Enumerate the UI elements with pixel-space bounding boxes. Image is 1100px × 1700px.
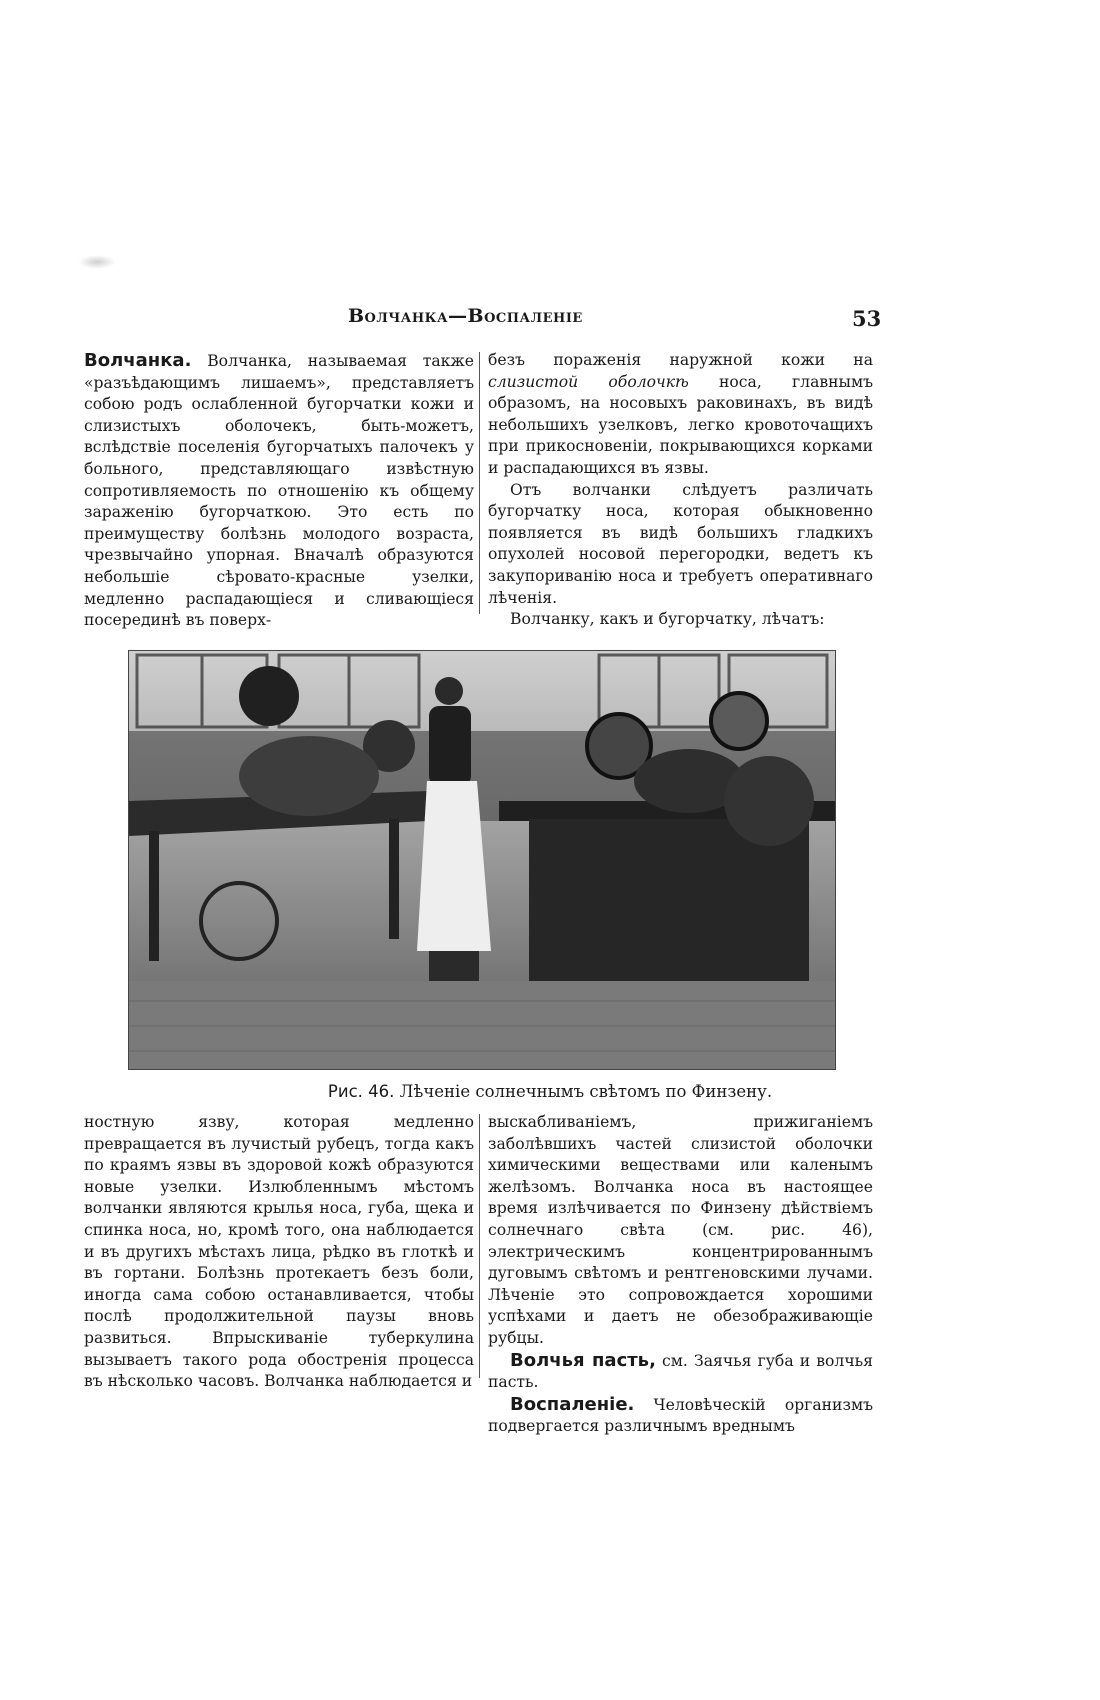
volchanka-text-top-left: Волчанка, называемая также «разъѣдающимъ лишаемъ», представляетъ собою родъ ослабленной бугорчатки кожи и слизистыхъ оболочекъ, быть-можетъ, вслѣдствіе поселенія бугорчатыхъ палочекъ у больного, представляющаго извѣстную сопротивляемость по отношенію къ общему зараженію бугорчаткою. Это есть по преимуществу болѣзнь молодого возраста, чрезвычайно упорная. Вначалѣ образуются небольшіе сѣровато-красные узелки, медленно распадающіеся и сливающіеся посерединѣ въ поверх- [84,352,474,630]
page-number: 53 [852,306,882,331]
volchanka-text-paragraph-3: Волчанку, какъ и бугорчатку, лѣчатъ: [510,610,825,629]
column-divider-bottom [479,1114,480,1378]
volchanka-text-bottom-right: выскабливаніемъ, прижиганіемъ заболѣвшихъ частей слизистой оболочки химическими веществами или каленымъ желѣзомъ. Волчанка носа въ настоящее время излѣчивается по Финзену дѣйствіемъ солнечнаго свѣта (см. рис. 46), электрическимъ концентрированнымъ дуговымъ свѣтомъ и рентгеновскими лучами. Лѣченіе это сопровождается хорошими успѣхами и даетъ не обезображивающіе рубцы. [488,1113,873,1347]
column-divider-top [479,352,480,614]
scan-smudge [78,255,116,269]
figure-caption-text: Лѣченіе солнечнымъ свѣтомъ по Финзену. [399,1082,773,1101]
figure-photograph [128,650,836,1070]
headword-vospalenie: Воспаленіе. [510,1393,635,1415]
column-top-left [84,350,474,632]
volchanka-text-bottom-left: ностную язву, которая медленно превращается въ лучистый рубецъ, тогда какъ по краямъ язвы въ здоровой кожѣ образуются новые узелки. Излюбленнымъ мѣстомъ волчанки являются крылья носа, губа, щека и спинка носа, но, кромѣ того, она наблюдается и въ другихъ мѣстахъ лица, рѣдко въ глоткѣ и въ гортани. Болѣзнь протекаетъ безъ боли, иногда сама собою останавливается, чтобы послѣ продолжительной паузы вновь развиться. Впрыскиваніе туберкулина вызываетъ такого рода обостренія процесса въ нѣсколько часовъ. Волчанка наблюдается и [84,1113,474,1391]
headword-volchya-past: Волчья пасть, [510,1349,656,1371]
figure-caption [0,1082,1100,1101]
volchanka-text-top-right-a: безъ пораженія наружной кожи на [488,351,873,369]
volchanka-text-paragraph-2: Отъ волчанки слѣдуетъ различать бугорчатку носа, которая обыкновенно появляется въ видѣ большихъ гладкихъ опухолей носовой перегородки, ведетъ къ закупориванію носа и требуетъ оперативнаго лѣченія. [488,480,873,607]
figure-label: Рис. 46. [327,1082,395,1101]
running-title: Волчанка—Воспаленіе [348,305,583,327]
volchanka-text-top-right-b: носа, главнымъ образомъ, на носовыхъ раковинахъ, въ видѣ небольшихъ узелковъ, легко кровоточащихъ при прикосновеніи, покрывающихся корками и распадающихся въ язвы. [488,372,873,477]
column-bottom-right [488,1112,873,1438]
vospalenie-text: Человѣческій организмъ подвергается различнымъ вреднымъ [488,1395,873,1436]
column-bottom-left [84,1112,474,1393]
column-top-right [488,350,873,631]
headword-volchanka: Волчанка. [84,350,192,371]
volchanka-text-italic: слизистой оболочкѣ [488,372,689,391]
volchya-past-text: см. Заячья губа и волчья пасть. [488,1351,873,1392]
photo-illustration [129,651,835,1069]
